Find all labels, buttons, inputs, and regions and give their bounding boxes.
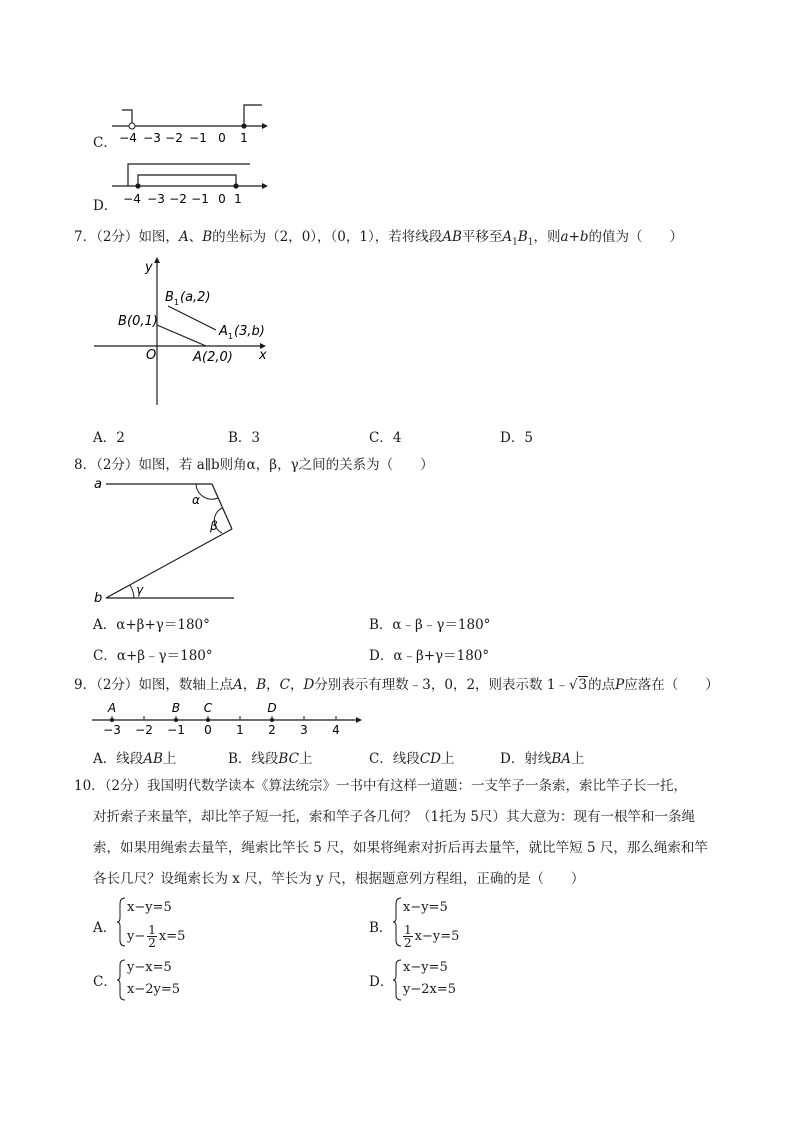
equation: y−2x=5 bbox=[403, 982, 457, 997]
text: x−y=5 bbox=[414, 929, 460, 944]
point-label: B bbox=[171, 701, 181, 715]
a-label bbox=[192, 350, 233, 365]
point-name: B bbox=[165, 290, 174, 305]
y-axis-label: y bbox=[145, 260, 153, 275]
var: B bbox=[202, 229, 213, 245]
tick-label: 1 bbox=[234, 192, 242, 206]
question-text: 如图，若 a∥b则角α，β，γ之间的关系为（ ） bbox=[138, 457, 434, 473]
equation: y−x=5 bbox=[127, 960, 172, 975]
q6-option-d-number-line bbox=[112, 158, 272, 210]
question-score: （2分） bbox=[96, 677, 139, 693]
text: ， bbox=[266, 677, 280, 693]
var: D bbox=[303, 677, 315, 693]
subscript: 1 bbox=[527, 237, 534, 248]
sqrt-sign: √ bbox=[568, 677, 578, 693]
var: B bbox=[256, 677, 267, 693]
point-name: A bbox=[219, 324, 228, 339]
q9-question bbox=[74, 676, 719, 694]
tick-label: −1 bbox=[189, 131, 207, 145]
subscript: 1 bbox=[174, 298, 180, 307]
denominator: 2 bbox=[404, 936, 412, 950]
tick-label: −2 bbox=[165, 131, 183, 145]
text: B．线段 bbox=[228, 751, 279, 767]
var: CD bbox=[419, 751, 441, 767]
q9-option-b[interactable] bbox=[228, 747, 312, 767]
question-number: 9． bbox=[74, 677, 97, 693]
q7-option-c[interactable]: C．4 bbox=[369, 430, 402, 446]
q6-option-d-label: D． bbox=[93, 198, 118, 214]
var: AB bbox=[143, 751, 163, 767]
gamma-label: γ bbox=[136, 583, 144, 597]
q7-question bbox=[74, 228, 683, 252]
var: BC bbox=[278, 751, 299, 767]
numerator: 1 bbox=[404, 923, 412, 937]
var: C bbox=[279, 677, 290, 693]
equation: x−2y=5 bbox=[127, 982, 181, 997]
q10-option-d[interactable] bbox=[369, 958, 569, 1002]
tick-label: 0 bbox=[218, 131, 226, 145]
point-name: B bbox=[118, 314, 127, 329]
tick-label: 0 bbox=[218, 192, 226, 206]
q9-option-c[interactable] bbox=[369, 747, 455, 767]
question-number: 7． bbox=[74, 229, 97, 245]
q7-option-d[interactable]: D．5 bbox=[500, 430, 533, 446]
option-label: D． bbox=[369, 974, 394, 990]
text: 应落在（ ） bbox=[624, 677, 719, 693]
text: 上 bbox=[162, 751, 177, 767]
x-axis-label: x bbox=[259, 348, 267, 363]
point-label: C bbox=[203, 701, 213, 715]
var: a+b bbox=[560, 229, 589, 245]
tick-label: −4 bbox=[119, 131, 137, 145]
text: D．射线 bbox=[500, 751, 552, 767]
text: 如图， bbox=[138, 229, 179, 245]
var: A bbox=[178, 229, 189, 245]
question-score: （2分） bbox=[96, 457, 139, 473]
text: 的值为（ ） bbox=[588, 229, 684, 245]
text: 平移至 bbox=[461, 229, 503, 245]
a1-label bbox=[218, 324, 265, 341]
text: x=5 bbox=[158, 929, 186, 944]
coordinate: (a,2) bbox=[180, 290, 211, 305]
tick-label: 3 bbox=[300, 723, 308, 737]
text: 如图，数轴上点 bbox=[138, 677, 233, 693]
equation bbox=[401, 924, 459, 949]
q10-option-b[interactable] bbox=[369, 896, 569, 948]
line-b-label: b bbox=[94, 591, 103, 606]
beta-label: β bbox=[210, 519, 218, 533]
text: 我国明代数学读本《算法统宗》一书中有这样一道题：一支竿子一条索，索比竿子长一托， bbox=[147, 778, 688, 794]
q10-option-c[interactable] bbox=[93, 958, 293, 1002]
fraction bbox=[403, 924, 413, 949]
equation: x−y=5 bbox=[403, 900, 448, 915]
left-brace bbox=[117, 896, 127, 948]
tick-label: 2 bbox=[268, 723, 276, 737]
tick-label: −2 bbox=[135, 723, 153, 737]
var: P bbox=[615, 677, 625, 693]
var: A bbox=[502, 229, 513, 245]
var: A bbox=[232, 677, 243, 693]
coordinate: (2,0) bbox=[202, 350, 233, 365]
q7-option-b[interactable]: B．3 bbox=[228, 430, 261, 446]
b-label bbox=[118, 314, 158, 329]
subscript: 1 bbox=[512, 237, 518, 248]
question-score: （2分） bbox=[104, 778, 148, 794]
q8-option-c[interactable]: C．α+β﹣γ＝180° bbox=[93, 648, 213, 664]
q10-line-3: 索，如果用绳索去量竿，绳索比竿长 5 尺，如果将绳索对折后再去量竿，就比竿短 5 尺，那么绳索和竿 bbox=[93, 840, 708, 856]
tick-label: −4 bbox=[123, 192, 141, 206]
point-name: A bbox=[193, 350, 202, 365]
alpha-label: α bbox=[192, 493, 200, 507]
sqrt-value: 3 bbox=[578, 677, 588, 693]
q10-option-a[interactable] bbox=[93, 896, 293, 948]
tick-label: 1 bbox=[236, 723, 244, 737]
tick-label: 0 bbox=[204, 723, 212, 737]
equation: x−y=5 bbox=[403, 960, 448, 975]
tick-label: −1 bbox=[191, 192, 209, 206]
q10-line-2: 对折索子来量竿，却比竿子短一托，索和竿子各几何？（1托为 5尺）其大意为：现有一根竿和一条绳 bbox=[93, 809, 695, 825]
question-number: 10． bbox=[74, 778, 105, 794]
text: 的坐标为（2，0），（0，1），若将线段 bbox=[212, 229, 443, 245]
q7-option-a[interactable]: A．2 bbox=[93, 430, 125, 446]
q6-option-c-number-line bbox=[112, 100, 272, 150]
numerator: 1 bbox=[148, 923, 156, 937]
q8-question bbox=[74, 456, 434, 474]
q10-line-4: 各长几尺？设绳索长为 x 尺，竿长为 y 尺，根据题意列方程组，正确的是（ ） bbox=[93, 871, 585, 887]
text: 、 bbox=[188, 229, 203, 245]
text: 上 bbox=[571, 751, 585, 767]
q8-option-b[interactable]: B．α﹣β﹣γ＝180° bbox=[369, 617, 491, 633]
coordinate: (3,b) bbox=[234, 324, 265, 339]
text: ， bbox=[289, 677, 304, 693]
tick-label: −1 bbox=[167, 723, 185, 737]
q8-option-d[interactable]: D．α﹣β+γ＝180° bbox=[369, 648, 490, 664]
option-label: A． bbox=[93, 920, 117, 936]
tick-label: −3 bbox=[147, 192, 165, 206]
question-number: 8． bbox=[74, 457, 97, 473]
q10-line-1 bbox=[74, 777, 687, 795]
question-score: （2分） bbox=[96, 229, 139, 245]
option-label: C． bbox=[93, 974, 117, 990]
text: A．线段 bbox=[93, 751, 144, 767]
text: 分别表示有理数﹣3，0，2，则表示数 1﹣ bbox=[314, 677, 569, 693]
equation: x−y=5 bbox=[127, 900, 172, 915]
tick-label: −3 bbox=[103, 723, 121, 737]
var: BA bbox=[551, 751, 571, 767]
q7-figure bbox=[88, 255, 288, 410]
q9-option-a[interactable] bbox=[93, 747, 176, 767]
coordinate: (0,1) bbox=[127, 314, 158, 329]
line-a-label: a bbox=[94, 477, 102, 492]
tick-label: −2 bbox=[169, 192, 187, 206]
var: AB bbox=[442, 229, 462, 245]
origin-label: O bbox=[146, 348, 157, 363]
b1-label bbox=[165, 290, 211, 307]
option-label: B． bbox=[369, 920, 393, 936]
q8-option-a[interactable]: A．α+β+γ＝180° bbox=[93, 617, 210, 633]
denominator: 2 bbox=[148, 936, 156, 950]
text: 上 bbox=[298, 751, 313, 767]
var: B bbox=[517, 229, 528, 245]
point-label: A bbox=[107, 701, 117, 715]
text: y− bbox=[127, 929, 146, 944]
text: C．线段 bbox=[369, 751, 420, 767]
text: ， bbox=[242, 677, 257, 693]
text: ，则 bbox=[533, 229, 561, 245]
equation bbox=[127, 924, 185, 949]
fraction bbox=[147, 924, 157, 949]
text: 的点 bbox=[588, 677, 616, 693]
subscript: 1 bbox=[228, 332, 234, 341]
left-brace bbox=[117, 958, 127, 1002]
tick-label: −3 bbox=[143, 131, 161, 145]
tick-label: 1 bbox=[240, 131, 248, 145]
tick-label: 4 bbox=[332, 723, 340, 737]
text: 上 bbox=[441, 751, 455, 767]
q8-figure bbox=[88, 474, 248, 606]
point-label: D bbox=[267, 701, 277, 715]
q9-option-d[interactable] bbox=[500, 747, 585, 767]
q9-number-line bbox=[92, 698, 372, 738]
q6-option-c-label: C． bbox=[93, 135, 117, 151]
left-brace bbox=[393, 958, 403, 1002]
